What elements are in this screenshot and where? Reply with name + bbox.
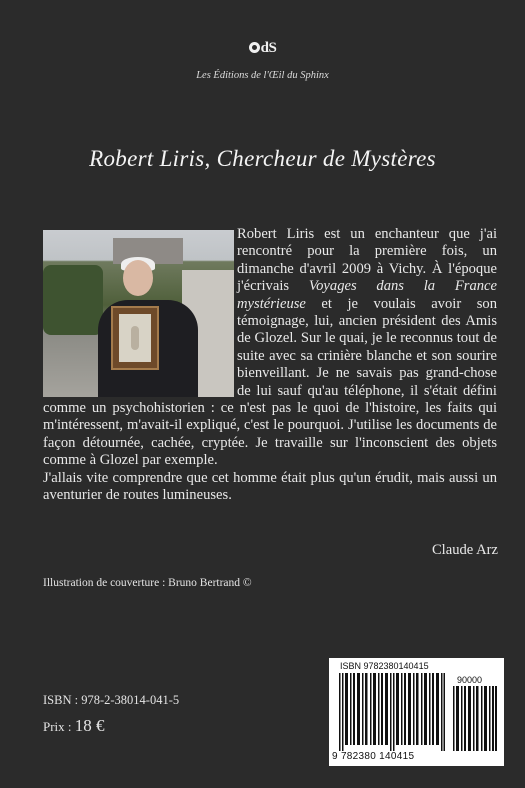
barcode-digits: 9 782380 140415: [332, 751, 415, 762]
book-title: Robert Liris, Chercheur de Mystères: [89, 146, 436, 171]
barcode-addon-bars: [453, 686, 497, 751]
price: Prix : 18 €: [43, 716, 105, 735]
publisher-name: Les Éditions de l'Œil du Sphinx: [196, 70, 329, 81]
illustration-credit: Illustration de couverture : Bruno Bertrand ©: [43, 577, 252, 589]
price-value: 18 €: [74, 716, 105, 735]
blurb-paragraph-2: J'allais vite comprendre que cet homme était plus qu'un érudit, mais aussi un aventurier de routes lumineuses.: [43, 469, 497, 504]
eye-icon: [249, 42, 260, 53]
logo-mark: [249, 40, 277, 57]
isbn-barcode: [329, 658, 504, 766]
barcode-addon-number: 90000: [457, 675, 483, 685]
barcode-bars: [339, 673, 445, 751]
barcode-isbn-label: ISBN 9782380140415: [340, 661, 429, 671]
author-signature: Claude Arz: [431, 542, 498, 558]
blurb-paragraph-1: Robert Liris est un enchanteur que j'ai rencontré pour la première fois, un dimanche d'avril 2009 à Vichy. À l'époque j'écrivais Voyages dans la France mystérieuse et je voulais avoir son témoignage, lui, ancien président des Amis de Glozel. Sur le quai, je le reconnus tout de suite avec sa crinière blanche et son sourire bienveillant. Je ne savais pas grand-chose de lui sauf qu'au téléphone, il s'était défini comme un psychohistorien : ce n'est pas le quoi de l'histoire, les faits qui m'intéressent, m'avait-il expliqué, c'est le pourquoi. J'utilise les documents de façon détournée, cachée, cryptée. Je travaille sur l'inconscient des objets comme à Glozel par exemple.: [43, 226, 497, 469]
isbn-text: ISBN : 978-2-38014-041-5: [43, 693, 180, 707]
logo-text: dS: [260, 39, 277, 56]
publisher-logo: [0, 38, 525, 58]
back-cover-blurb: [43, 226, 497, 505]
